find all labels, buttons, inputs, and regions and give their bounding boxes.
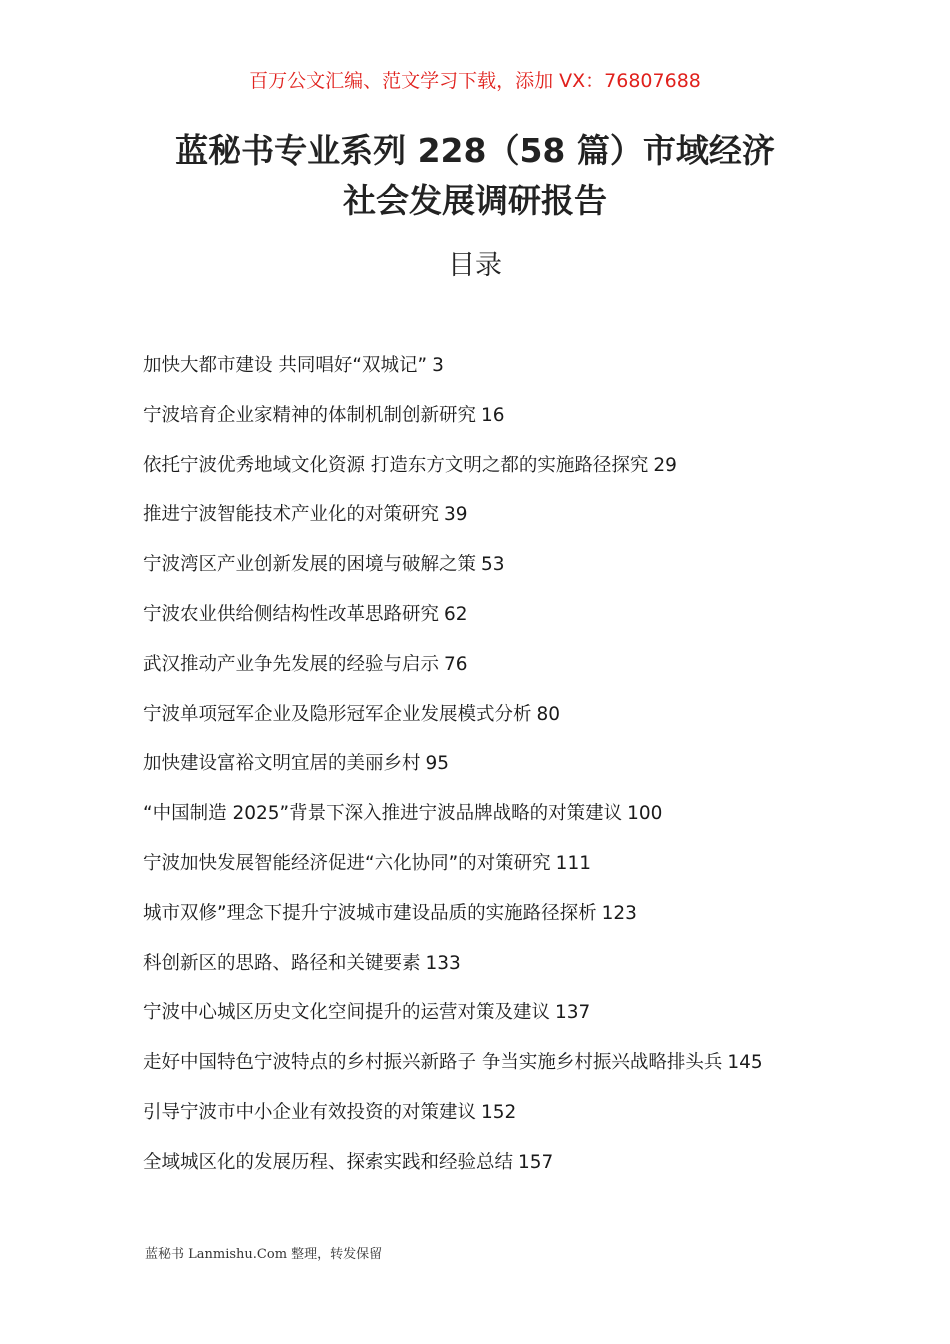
toc-entry[interactable] [143,799,903,849]
toc-entry-page: 16 [481,404,505,426]
table-of-contents [143,351,903,1198]
promo-banner: 百万公文汇编、范文学习下载，添加 VX：76807688 [249,70,701,92]
toc-entry-title: 宁波培育企业家精神的体制机制创新研究 [143,404,477,426]
toc-entry-page: 157 [518,1151,554,1173]
toc-entry-page: 111 [555,852,591,874]
toc-entry-title: 加快大都市建设 共同唱好“双城记” [143,355,428,376]
toc-entry-title: 城市双修”理念下提升宁波城市建设品质的实施路径探析 [143,902,597,924]
toc-entry[interactable] [143,351,903,401]
toc-entry-page: 133 [425,952,461,974]
toc-entry-title: 宁波单项冠军企业及隐形冠军企业发展模式分析 [143,703,532,725]
toc-entry-title: “中国制造 2025”背景下深入推进宁波品牌战略的对策建议 [143,803,623,825]
toc-entry[interactable] [143,1098,903,1148]
toc-entry[interactable] [143,949,903,999]
toc-entry-title: 宁波加快发展智能经济促进“六化协同”的对策研究 [143,852,551,874]
toc-entry[interactable] [143,1148,903,1198]
toc-entry-title: 宁波农业供给侧结构性改革思路研究 [143,603,440,625]
toc-entry[interactable] [143,401,903,451]
toc-entry[interactable] [143,749,903,799]
toc-entry[interactable] [143,998,903,1048]
toc-entry[interactable] [143,550,903,600]
toc-entry-title: 武汉推动产业争先发展的经验与启示 [143,653,440,675]
toc-entry-title: 引导宁波市中小企业有效投资的对策建议 [143,1101,477,1123]
toc-entry-page: 62 [444,603,468,625]
title-line-2: 社会发展调研报告 [343,181,607,220]
toc-entry-title: 宁波中心城区历史文化空间提升的运营对策及建议 [143,1002,551,1024]
toc-entry-page: 137 [555,1002,591,1024]
toc-entry-page: 95 [425,753,450,775]
toc-entry-title: 依托宁波优秀地域文化资源 打造东方文明之都的实施路径探究 [143,454,649,476]
document-title [0,126,950,226]
toc-entry-page: 145 [727,1052,763,1074]
toc-entry[interactable] [143,1048,903,1098]
toc-entry-page: 39 [444,504,468,526]
toc-entry-page: 76 [444,653,468,675]
toc-entry-title: 宁波湾区产业创新发展的困境与破解之策 [143,554,477,576]
toc-entry-page: 123 [601,902,637,924]
toc-entry[interactable] [143,650,903,700]
toc-entry-page: 152 [481,1101,517,1123]
toc-entry[interactable] [143,899,903,949]
toc-entry-title: 全域城区化的发展历程、探索实践和经验总结 [143,1151,514,1173]
toc-entry-page: 100 [627,803,663,825]
toc-entry-page: 3 [432,355,444,376]
toc-entry-title: 推进宁波智能技术产业化的对策研究 [143,504,440,526]
toc-entry-title: 走好中国特色宁波特点的乡村振兴新路子 争当实施乡村振兴战略排头兵 [143,1052,723,1074]
toc-entry-page: 80 [536,703,561,725]
toc-entry[interactable] [143,500,903,550]
title-line-1: 蓝秘书专业系列 228（58 篇）市域经济 [175,131,775,170]
toc-entry-title: 科创新区的思路、路径和关键要素 [143,952,421,974]
toc-entry-title: 加快建设富裕文明宜居的美丽乡村 [143,753,421,775]
toc-entry-page: 53 [481,554,505,576]
toc-entry-page: 29 [653,454,677,476]
toc-entry[interactable] [143,700,903,750]
toc-heading: 目录 [448,250,502,281]
toc-entry[interactable] [143,849,903,899]
page-footer: 蓝秘书 Lanmishu.Com 整理，转发保留 [145,1247,383,1262]
toc-entry[interactable] [143,600,903,650]
toc-entry[interactable] [143,451,903,501]
